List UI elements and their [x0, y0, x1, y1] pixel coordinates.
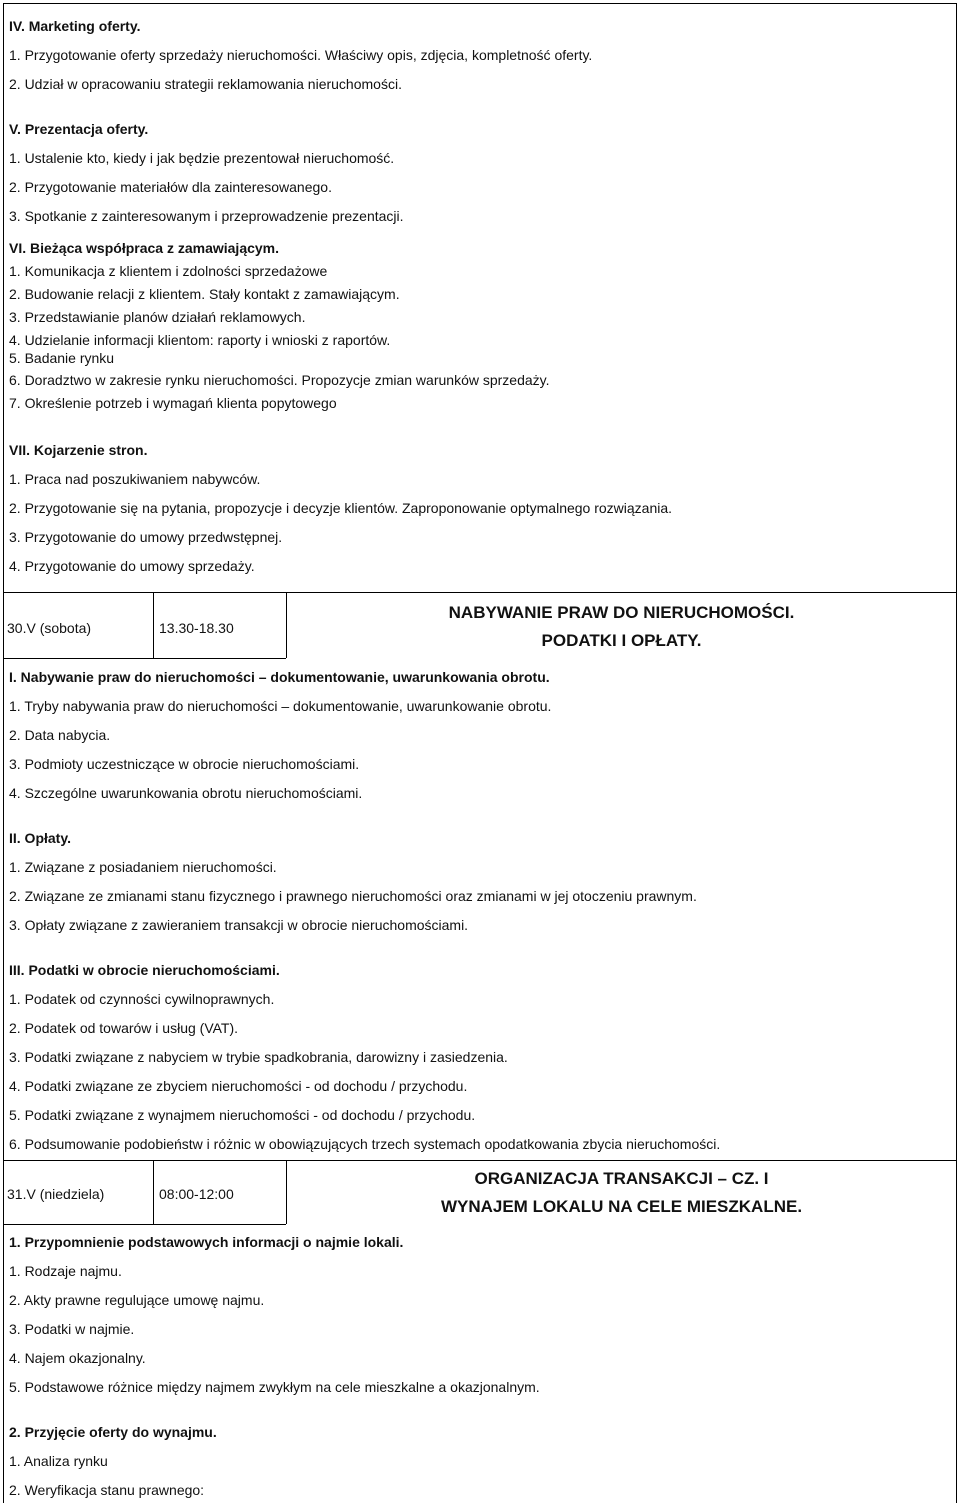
list-item: 4. Najem okazjonalny.: [9, 1350, 146, 1366]
list-item: 1. Praca nad poszukiwaniem nabywców.: [9, 471, 261, 487]
list-item: 2. Akty prawne regulujące umowę najmu.: [9, 1292, 265, 1308]
list-item: 1. Ustalenie kto, kiedy i jak będzie prezentował nieruchomość.: [9, 150, 395, 166]
list-item: 4. Podatki związane ze zbyciem nieruchomości - od dochodu / przychodu.: [9, 1078, 468, 1094]
list-item: 2. Przygotowanie materiałów dla zainteresowanego.: [9, 179, 332, 195]
session-title: ORGANIZACJA TRANSAKCJI – CZ. I: [474, 1169, 769, 1188]
list-item: 3. Podmioty uczestniczące w obrocie nieruchomościami.: [9, 756, 360, 772]
session-subtitle: WYNAJEM LOKALU NA CELE MIESZKALNE.: [440, 1197, 803, 1216]
list-item: 4. Przygotowanie do umowy sprzedaży.: [9, 558, 255, 574]
list-item: 1. Komunikacja z klientem i zdolności sprzedażowe: [9, 263, 328, 279]
section-heading: I. Nabywanie praw do nieruchomości – dokumentowanie, uwarunkowania obrotu.: [9, 669, 550, 685]
table-border: [3, 1224, 286, 1225]
section-heading: V. Prezentacja oferty.: [9, 121, 149, 137]
list-item: 2. Podatek od towarów i usług (VAT).: [9, 1020, 239, 1036]
list-item: 7. Określenie potrzeb i wymagań klienta popytowego: [9, 395, 337, 411]
section-heading: VII. Kojarzenie stron.: [9, 442, 148, 458]
section-heading: III. Podatki w obrocie nieruchomościami.: [9, 962, 280, 978]
list-item: 3. Przedstawianie planów działań reklamowych.: [9, 309, 306, 325]
list-item: 3. Spotkanie z zainteresowanym i przeprowadzenie prezentacji.: [9, 208, 404, 224]
section-heading: II. Opłaty.: [9, 830, 71, 846]
list-item: 1. Rodzaje najmu.: [9, 1263, 122, 1279]
section-heading: 1. Przypomnienie podstawowych informacji o najmie lokali.: [9, 1234, 404, 1250]
table-border: [3, 658, 286, 659]
list-item: 4. Udzielanie informacji klientom: raporty i wnioski z raportów.: [9, 332, 391, 348]
session-date: 30.V (sobota): [7, 620, 92, 636]
list-item: 1. Podatek od czynności cywilnoprawnych.: [9, 991, 275, 1007]
document-page: [3, 3, 957, 1503]
list-item: 2. Data nabycia.: [9, 727, 111, 743]
section-heading: IV. Marketing oferty.: [9, 18, 141, 34]
frame-left: [3, 3, 4, 1503]
list-item: 5. Podatki związane z wynajmem nieruchomości - od dochodu / przychodu.: [9, 1107, 476, 1123]
session-time: 13.30-18.30: [159, 620, 234, 636]
list-item: 2. Weryfikacja stanu prawnego:: [9, 1482, 205, 1498]
session-date: 31.V (niedziela): [7, 1186, 105, 1202]
list-item: 3. Podatki w najmie.: [9, 1321, 135, 1337]
table-border: [153, 1160, 154, 1224]
frame-top: [3, 3, 957, 4]
table-border: [3, 592, 957, 593]
section-heading: VI. Bieżąca współpraca z zamawiającym.: [9, 240, 280, 256]
list-item: 5. Podstawowe różnice między najmem zwykłym na cele mieszkalne a okazjonalnym.: [9, 1379, 540, 1395]
session-subtitle: PODATKI I OPŁATY.: [541, 631, 702, 650]
table-border: [3, 1160, 957, 1161]
list-item: 1. Związane z posiadaniem nieruchomości.: [9, 859, 277, 875]
list-item: 1. Przygotowanie oferty sprzedaży nieruchomości. Właściwy opis, zdjęcia, kompletność oferty.: [9, 47, 593, 63]
list-item: 4. Szczególne uwarunkowania obrotu nieruchomościami.: [9, 785, 363, 801]
session-time: 08:00-12:00: [159, 1186, 234, 1202]
list-item: 3. Opłaty związane z zawieraniem transakcji w obrocie nieruchomościami.: [9, 917, 469, 933]
session-title: NABYWANIE PRAW DO NIERUCHOMOŚCI.: [448, 603, 795, 622]
list-item: 6. Podsumowanie podobieństw i różnic w obowiązujących trzech systemach opodatkowania zbycia nieruchomości.: [9, 1136, 721, 1152]
section-heading: 2. Przyjęcie oferty do wynajmu.: [9, 1424, 217, 1440]
list-item: 2. Związane ze zmianami stanu fizycznego i prawnego nieruchomości oraz zmianami w jej otoczeniu prawnym.: [9, 888, 697, 904]
list-item: 1. Analiza rynku: [9, 1453, 108, 1469]
table-border: [153, 592, 154, 658]
list-item: 2. Przygotowanie się na pytania, propozycje i decyzje klientów. Zaproponowanie optymalnego rozwiązania.: [9, 500, 673, 516]
list-item: 2. Udział w opracowaniu strategii reklamowania nieruchomości.: [9, 76, 402, 92]
list-item: 1. Tryby nabywania praw do nieruchomości – dokumentowanie, uwarunkowanie obrotu.: [9, 698, 552, 714]
list-item: 5. Badanie rynku: [9, 350, 115, 366]
list-item: 2. Budowanie relacji z klientem. Stały kontakt z zamawiającym.: [9, 286, 400, 302]
list-item: 3. Podatki związane z nabyciem w trybie spadkobrania, darowizny i zasiedzenia.: [9, 1049, 508, 1065]
list-item: 6. Doradztwo w zakresie rynku nieruchomości. Propozycje zmian warunków sprzedaży.: [9, 372, 550, 388]
list-item: 3. Przygotowanie do umowy przedwstępnej.: [9, 529, 283, 545]
frame-right: [956, 3, 957, 1503]
